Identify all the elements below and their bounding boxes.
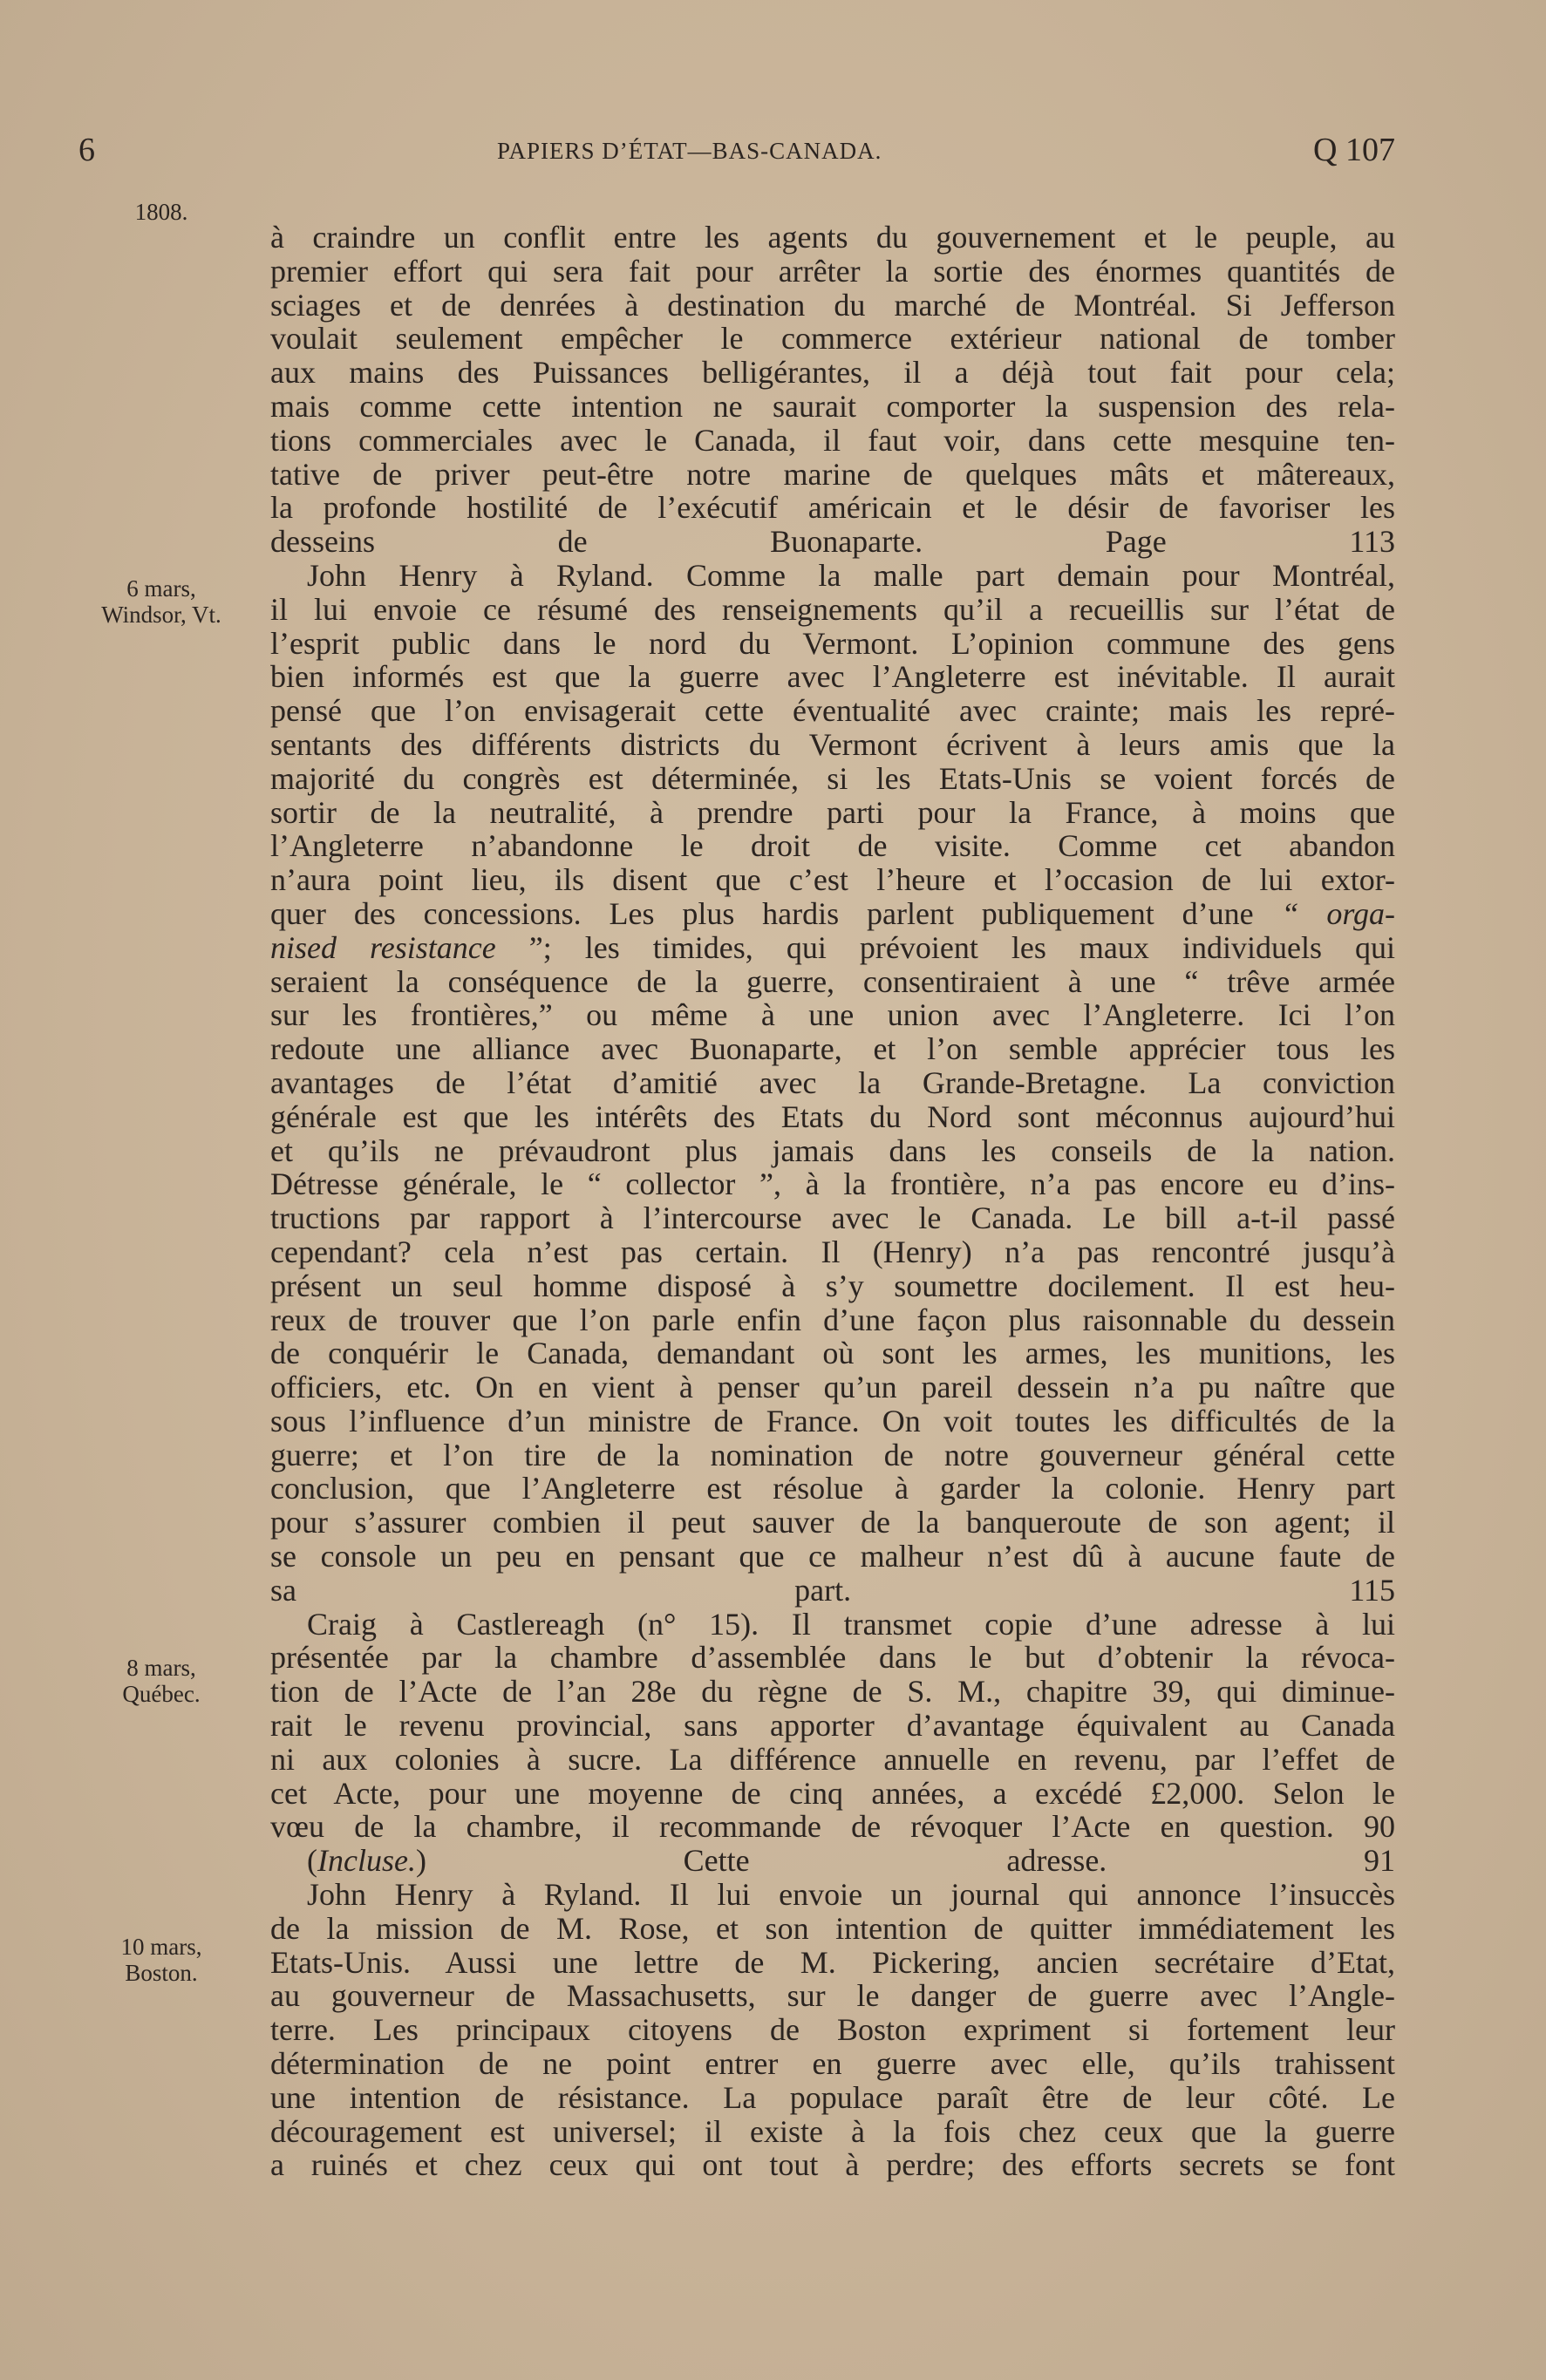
margin-entry-2-place: Québec. <box>122 1681 201 1707</box>
text-line: bien informés est que la guerre avec l’Angleterre est inévitable. Il aurait <box>270 659 1395 695</box>
text-line: tions commerciales avec le Canada, il faut voir, dans cette mesquine ten- <box>270 422 1395 458</box>
page-reference: 115 <box>1349 1572 1395 1608</box>
text-segment: sa part. <box>270 1572 852 1608</box>
text-line <box>270 1574 1395 1608</box>
text-line: générale est que les intérêts des Etats du Nord sont méconnus aujourd’hui <box>270 1098 1395 1134</box>
text-line: au gouverneur de Massachusetts, sur le danger de guerre avec l’Angle- <box>270 1978 1395 2014</box>
text-line: n’aura point lieu, ils disent que c’est l’heure et l’occasion de lui extor- <box>270 862 1395 898</box>
text-line: avantages de l’état d’amitié avec la Grande-Bretagne. La conviction <box>270 1064 1395 1100</box>
text-line: une intention de résistance. La populace paraît être de leur côté. Le <box>270 2079 1395 2115</box>
text-line: premier effort qui sera fait pour arrêter la sortie des énormes quantités de <box>270 253 1395 289</box>
text-line: seraient la conséquence de la guerre, consentiraient à une “ trêve armée <box>270 963 1395 999</box>
text-line: sous l’influence d’un ministre de France. On voit toutes les difficultés de la <box>270 1403 1395 1438</box>
margin-entry-2-date: 8 mars, <box>126 1655 196 1681</box>
text-line: Craig à Castlereagh (n° 15). Il transmet copie d’une adresse à lui <box>307 1606 1395 1642</box>
text-segment: vœu de la chambre, il recommande de révoquer l’Acte en question. <box>270 1809 1334 1845</box>
italic-text: nised resistance <box>270 929 496 965</box>
text-line: a ruinés et chez ceux qui ont tout à perdre; des efforts secrets se font <box>270 2147 1395 2183</box>
text-line: présent un seul homme disposé à s’y soumettre docilement. Il est heu- <box>270 1268 1395 1303</box>
text-line: voulait seulement empêcher le commerce extérieur national de tomber <box>270 321 1395 357</box>
text-line: et qu’ils ne prévaudront plus jamais dans les conseils de la nation. <box>270 1132 1395 1168</box>
text-segment: (Incluse.) Cette adresse. <box>307 1843 1107 1879</box>
text-line: tative de priver peut-être notre marine de quelques mâts et mâtereaux, <box>270 456 1395 492</box>
text-line <box>270 525 1395 559</box>
text-line: officiers, etc. On en vient à penser qu’un pareil dessein n’a pu naître que <box>270 1370 1395 1405</box>
text-line: mais comme cette intention ne saurait comporter la suspension des rela- <box>270 388 1395 424</box>
text-line: se console un peu en pensant que ce malheur n’est dû à aucune faute de <box>270 1539 1395 1574</box>
margin-entry-1-place: Windsor, Vt. <box>101 602 221 628</box>
text-segment: ”; les timides, qui prévoient les maux individuels qui <box>528 929 1396 965</box>
text-line: découragement est universel; il existe à la fois chez ceux que la guerre <box>270 2113 1395 2149</box>
text-segment: Cette adresse. <box>683 1843 1107 1879</box>
margin-entry-2 <box>74 1655 249 1707</box>
margin-entry-1-date: 6 mars, <box>126 575 196 602</box>
text-line: reux de trouver que l’on parle enfin d’une façon plus raisonnable du dessein <box>270 1302 1395 1337</box>
text-line: de la mission de M. Rose, et son intention de quitter immédiatement les <box>270 1910 1395 1946</box>
text-line: il lui envoie ce résumé des renseignements qu’il a recueillis sur l’état de <box>270 591 1395 627</box>
text-line: de conquérir le Canada, demandant où sont les armes, les munitions, les <box>270 1336 1395 1371</box>
text-segment: desseins de Buonaparte. <box>270 524 923 560</box>
margin-year-text: 1808. <box>134 199 188 225</box>
italic-text: Incluse. <box>317 1843 416 1879</box>
text-line: aux mains des Puissances belligérantes, il a déjà tout fait pour cela; <box>270 355 1395 391</box>
page-reference: 91 <box>1364 1843 1395 1879</box>
text-line: sortir de la neutralité, à prendre parti pour la France, à moins que <box>270 794 1395 830</box>
margin-year <box>74 199 249 225</box>
text-line: guerre; et l’on tire de la nomination de notre gouverneur général cette <box>270 1437 1395 1472</box>
text-line <box>270 931 1395 965</box>
text-line: l’esprit public dans le nord du Vermont. L’opinion commune des gens <box>270 625 1395 661</box>
text-line: majorité du congrès est déterminée, si les Etats-Unis se voient forcés de <box>270 760 1395 796</box>
text-line: pensé que l’on envisagerait cette éventualité avec crainte; mais les repré- <box>270 693 1395 729</box>
text-line: détermination de ne point entrer en guerre avec elle, qu’ils trahissent <box>270 2046 1395 2082</box>
text-line <box>270 1810 1395 1844</box>
text-line: terre. Les principaux citoyens de Boston expriment si fortement leur <box>270 2012 1395 2048</box>
page-number: 6 <box>78 132 95 168</box>
text-line: conclusion, que l’Angleterre est résolue à garder la colonie. Henry part <box>270 1471 1395 1506</box>
italic-text: “ orga- <box>1281 895 1396 931</box>
page-reference: 90 <box>1364 1809 1396 1845</box>
text-line: redoute une alliance avec Buonaparte, et l’on semble apprécier tous les <box>270 1031 1395 1067</box>
text-line: la profonde hostilité de l’exécutif américain et le désir de favoriser les <box>270 490 1395 526</box>
body-text <box>270 221 1395 2182</box>
text-line: John Henry à Ryland. Comme la malle part demain pour Montréal, <box>307 557 1395 593</box>
page-reference: Page 113 <box>1105 524 1395 560</box>
running-title: PAPIERS D’ÉTAT—BAS-CANADA. <box>497 138 882 164</box>
page-header <box>78 131 1395 174</box>
margin-entry-3-date: 10 mars, <box>120 1934 202 1960</box>
text-line: tructions par rapport à l’intercourse avec le Canada. Le bill a-t-il passé <box>270 1200 1395 1236</box>
text-line: Etats-Unis. Aussi une lettre de M. Pickering, ancien secrétaire d’Etat, <box>270 1944 1395 1980</box>
text-line <box>270 1844 1395 1878</box>
margin-entry-3-place: Boston. <box>125 1960 198 1986</box>
text-line: Détresse générale, le “ collector ”, à la frontière, n’a pas encore eu d’ins- <box>270 1166 1395 1202</box>
text-line: tion de l’Acte de l’an 28e du règne de S. M., chapitre 39, qui diminue- <box>270 1674 1395 1710</box>
text-line: l’Angleterre n’abandonne le droit de visite. Comme cet abandon <box>270 828 1395 864</box>
text-line: rait le revenu provincial, sans apporter d’avantage équivalent au Canada <box>270 1708 1395 1744</box>
text-line: cet Acte, pour une moyenne de cinq années, a excédé £2,000. Selon le <box>270 1775 1395 1811</box>
text-line: présentée par la chambre d’assemblée dans le but d’obtenir la révoca- <box>270 1640 1395 1676</box>
text-line: cependant? cela n’est pas certain. Il (Henry) n’a pas rencontré jusqu’à <box>270 1234 1395 1269</box>
text-line: sciages et de denrées à destination du marché de Montréal. Si Jefferson <box>270 287 1395 323</box>
text-line <box>270 897 1395 931</box>
margin-entry-1 <box>74 575 249 628</box>
text-line: sentants des différents districts du Vermont écrivent à leurs amis que la <box>270 726 1395 762</box>
text-segment: quer des concessions. Les plus hardis parlent publiquement d’une <box>270 895 1254 931</box>
text-line: pour s’assurer combien il peut sauver de la banqueroute de son agent; il <box>270 1505 1395 1540</box>
volume-reference: Q 107 <box>1313 132 1395 168</box>
text-line: sur les frontières,” ou même à une union avec l’Angleterre. Ici l’on <box>270 997 1395 1033</box>
text-line: à craindre un conflit entre les agents du gouvernement et le peuple, au <box>270 220 1395 255</box>
margin-entry-3 <box>74 1934 249 1986</box>
text-line: ni aux colonies à sucre. La différence annuelle en revenu, par l’effet de <box>270 1741 1395 1777</box>
text-line: John Henry à Ryland. Il lui envoie un journal qui annonce l’insuccès <box>307 1877 1395 1913</box>
